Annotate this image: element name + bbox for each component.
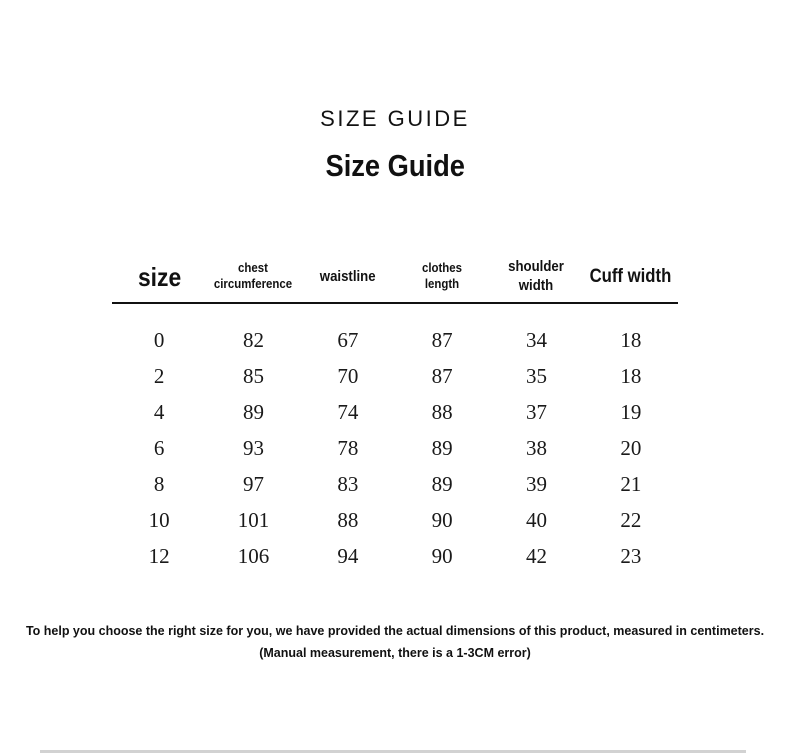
footer-note-line2: (Manual measurement, there is a 1-3CM error) <box>259 646 531 660</box>
column-header-chest-circumference-label: chest circumference <box>214 259 293 292</box>
column-header-waistline <box>301 252 395 303</box>
column-header-cuff-width <box>584 252 678 303</box>
table-cell: 2 <box>153 363 165 388</box>
table-cell: 89 <box>431 435 453 460</box>
table-cell: 42 <box>525 543 547 568</box>
table-cell: 88 <box>431 399 453 424</box>
table-cell: 89 <box>242 399 264 424</box>
size-table-body <box>112 303 678 574</box>
table-row <box>112 394 678 430</box>
table-cell: 82 <box>242 327 264 352</box>
column-header-shoulder-width <box>489 252 583 303</box>
table-row <box>112 303 678 358</box>
table-cell: 85 <box>242 363 264 388</box>
table-cell: 94 <box>337 543 359 568</box>
table-cell: 78 <box>337 435 359 460</box>
table-cell: 38 <box>525 435 547 460</box>
table-cell: 6 <box>153 435 165 460</box>
table-cell: 40 <box>525 507 547 532</box>
table-cell: 90 <box>431 543 453 568</box>
table-cell: 12 <box>148 543 170 568</box>
table-cell: 70 <box>337 363 359 388</box>
column-header-clothes-length-label: clothes length <box>422 259 463 292</box>
table-cell: 97 <box>242 471 264 496</box>
table-cell: 21 <box>620 471 642 496</box>
table-cell: 67 <box>337 327 359 352</box>
table-row <box>112 502 678 538</box>
table-row <box>112 538 678 574</box>
bottom-divider <box>40 750 746 753</box>
table-cell: 39 <box>525 471 547 496</box>
table-cell: 101 <box>237 507 270 532</box>
column-header-size <box>112 252 206 303</box>
page-title-small <box>0 106 790 132</box>
table-cell: 19 <box>620 399 642 424</box>
table-cell: 83 <box>337 471 359 496</box>
table-cell: 89 <box>431 471 453 496</box>
footer-note <box>0 620 790 664</box>
table-row <box>112 466 678 502</box>
table-cell: 87 <box>431 363 453 388</box>
table-cell: 22 <box>620 507 642 532</box>
table-cell: 0 <box>153 327 165 352</box>
table-cell: 18 <box>620 363 642 388</box>
table-cell: 87 <box>431 327 453 352</box>
table-cell: 18 <box>620 327 642 352</box>
column-header-cuff-width-label: Cuff width <box>589 266 672 288</box>
table-cell: 90 <box>431 507 453 532</box>
table-cell: 8 <box>153 471 165 496</box>
table-cell: 93 <box>242 435 264 460</box>
table-cell: 88 <box>337 507 359 532</box>
column-header-chest-circumference <box>206 252 300 303</box>
table-cell: 34 <box>525 327 547 352</box>
table-cell: 74 <box>337 399 359 424</box>
table-cell: 4 <box>153 399 165 424</box>
size-table-header <box>112 252 678 303</box>
table-cell: 10 <box>148 507 170 532</box>
size-table <box>112 252 678 574</box>
table-cell: 106 <box>237 543 270 568</box>
column-header-size-label: size <box>137 261 181 292</box>
table-cell: 20 <box>620 435 642 460</box>
column-header-clothes-length <box>395 252 489 303</box>
column-header-shoulder-width-label: shoulder width <box>508 258 565 294</box>
column-header-waistline-label: waistline <box>319 268 376 285</box>
page-title-large-text: Size Guide <box>325 148 465 183</box>
page-title-small-text: SIZE GUIDE <box>320 106 470 131</box>
page-title-large <box>0 148 790 184</box>
table-cell: 35 <box>525 363 547 388</box>
table-cell: 37 <box>525 399 547 424</box>
footer-note-line1: To help you choose the right size for you, we have provided the actual dimensions of this product, measured in centimeters. <box>25 624 765 638</box>
table-cell: 23 <box>620 543 642 568</box>
table-row <box>112 430 678 466</box>
header-row <box>112 252 678 303</box>
table-row <box>112 358 678 394</box>
